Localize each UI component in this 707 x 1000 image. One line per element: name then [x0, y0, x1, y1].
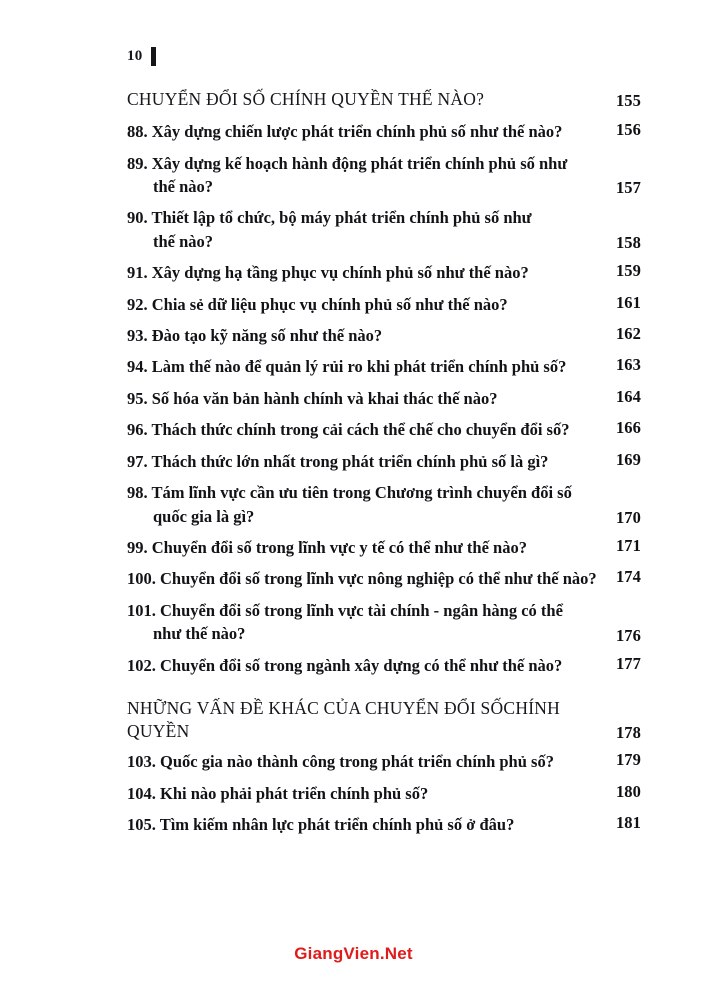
toc-entry-row[interactable]: [127, 567, 641, 590]
toc-entry-row[interactable]: [127, 481, 641, 528]
toc-title-line-2: thế nào?: [153, 176, 214, 196]
toc-entry-row[interactable]: [127, 654, 641, 677]
running-head: [127, 44, 156, 68]
toc-page-number: 159: [615, 261, 641, 281]
toc-entry-title: 105. Tìm kiếm nhân lực phát triển chính phủ số ở đâu?: [127, 815, 515, 835]
toc-section-title: [127, 697, 605, 743]
toc-title-line-2: CHÍNH QUYỀN: [127, 698, 561, 742]
toc-entry-title: 94. Làm thế nào để quản lý rủi ro khi phát triển chính phủ số?: [127, 357, 567, 377]
page-folio-number: 10: [127, 47, 143, 64]
toc-title-line-2: quốc gia là gì?: [153, 506, 255, 526]
toc-section-title: CHUYỂN ĐỔI SỐ CHÍNH QUYỀN THẾ NÀO?: [127, 89, 485, 109]
folio-rule-mark: [151, 47, 156, 66]
toc-section-row[interactable]: [127, 697, 641, 743]
toc-section-row[interactable]: [127, 88, 641, 111]
toc-entry-title: 95. Số hóa văn bản hành chính và khai thác thế nào?: [127, 388, 498, 408]
toc-entry-row[interactable]: [127, 387, 641, 410]
toc-entry-title: [127, 599, 571, 646]
toc-title-line-1: 89. Xây dựng kế hoạch hành động phát triển chính phủ số như: [127, 153, 568, 173]
toc-page-number: 178: [615, 723, 641, 743]
toc-title-line-2: thế nào?: [153, 231, 214, 251]
toc-entry-row[interactable]: [127, 813, 641, 836]
toc-page-number: 163: [615, 355, 641, 375]
toc-page-number: 171: [615, 536, 641, 555]
toc-title-line-1: 101. Chuyển đổi số trong lĩnh vực tài chính - ngân hàng có thể: [127, 600, 563, 620]
toc-entry-title: 104. Khi nào phải phát triển chính phủ số?: [127, 783, 429, 803]
toc-page-number: 155: [615, 91, 641, 111]
toc-page-number: 156: [615, 120, 641, 140]
toc-page-number: 157: [615, 178, 641, 198]
toc-entry-title: 88. Xây dựng chiến lược phát triển chính phủ số như thế nào?: [127, 122, 563, 142]
toc-entry-row[interactable]: [127, 450, 641, 473]
toc-entry-row[interactable]: [127, 355, 641, 378]
toc-page-number: 177: [615, 653, 641, 673]
toc-entry-title: 100. Chuyển đổi số trong lĩnh vực nông nghiệp có thể như thế nào?: [127, 569, 597, 589]
toc-page-number: 180: [615, 781, 641, 801]
toc-page-number: 179: [615, 750, 641, 770]
toc-entry-title: [127, 206, 540, 253]
toc-page-number: 158: [615, 233, 641, 253]
table-of-contents: [127, 88, 641, 845]
toc-entry-row[interactable]: [127, 536, 641, 559]
toc-page-number: 164: [615, 386, 641, 406]
toc-page-number: 181: [615, 813, 641, 833]
toc-entry-row[interactable]: [127, 599, 641, 646]
toc-entry-title: [127, 152, 575, 199]
toc-entry-row[interactable]: [127, 261, 641, 284]
toc-entry-title: [127, 481, 580, 528]
toc-entry-row[interactable]: [127, 293, 641, 316]
toc-title-line-2: như thế nào?: [153, 624, 246, 644]
toc-page-number: 166: [615, 418, 641, 438]
toc-title-line-1: 90. Thiết lập tổ chức, bộ máy phát triển chính phủ số như: [127, 208, 532, 228]
toc-entry-row[interactable]: [127, 750, 641, 773]
toc-entry-title: 92. Chia sẻ dữ liệu phục vụ chính phủ số như thế nào?: [127, 294, 508, 314]
toc-page-number: 176: [615, 625, 641, 645]
toc-entry-row[interactable]: [127, 782, 641, 805]
toc-entry-title: 97. Thách thức lớn nhất trong phát triển chính phủ số là gì?: [127, 451, 549, 471]
toc-entry-title: 91. Xây dựng hạ tầng phục vụ chính phủ số như thế nào?: [127, 263, 529, 283]
toc-entry-title: 102. Chuyển đổi số trong ngành xây dựng có thể như thế nào?: [127, 655, 563, 675]
toc-entry-row[interactable]: [127, 418, 641, 441]
toc-page-number: 174: [615, 567, 641, 587]
toc-page-number: 162: [615, 324, 641, 344]
toc-page-number: 169: [615, 449, 641, 469]
toc-entry-title: 96. Thách thức chính trong cải cách thể chế cho chuyển đổi số?: [127, 420, 570, 440]
toc-entry-row[interactable]: [127, 152, 641, 199]
toc-entry-row[interactable]: [127, 206, 641, 253]
toc-entry-row[interactable]: [127, 120, 641, 143]
toc-title-line-1: 98. Tám lĩnh vực cần ưu tiên trong Chương trình chuyển đổi số: [127, 483, 572, 503]
site-watermark: GiangVien.Net: [294, 944, 413, 963]
toc-entry-title: 103. Quốc gia nào thành công trong phát triển chính phủ số?: [127, 752, 554, 772]
toc-entry-title: 99. Chuyển đổi số trong lĩnh vực y tế có thể như thế nào?: [127, 538, 527, 557]
toc-page-number: 170: [615, 508, 641, 527]
toc-title-line-1: NHỮNG VẤN ĐỀ KHÁC CỦA CHUYỂN ĐỔI SỐ: [127, 698, 504, 719]
toc-page-number: 161: [615, 292, 641, 312]
toc-entry-row[interactable]: [127, 324, 641, 347]
toc-entry-title: 93. Đào tạo kỹ năng số như thế nào?: [127, 326, 383, 346]
